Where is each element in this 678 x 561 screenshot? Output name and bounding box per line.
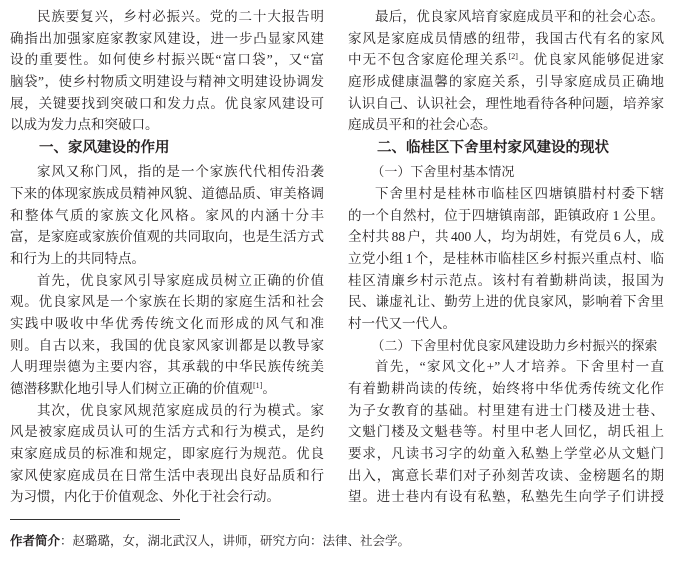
- text-line: 下舍里村是桂林市临桂区四塘镇腊村村委下辖: [375, 185, 664, 201]
- text-line: 庭成员平和的社会心态。: [348, 117, 497, 133]
- text-line: 束家庭成员的标准和规定，即家庭行为规范。优良: [10, 446, 324, 462]
- section-heading: 一、家风建设的作用: [39, 140, 170, 157]
- text-line: [348, 49, 664, 71]
- paragraph: [348, 356, 664, 508]
- paragraph: [10, 161, 324, 269]
- paragraph: [10, 400, 324, 508]
- text-line: 确指出加强家庭家教家风建设，进一步凸显家风建: [10, 30, 324, 46]
- text-segment: 。: [262, 381, 276, 396]
- text-line: 和行为上的共同特点。: [10, 250, 145, 266]
- paragraph: [348, 183, 664, 335]
- text-line: 民族要复兴，乡村必振兴。党的二十大报告明: [37, 9, 324, 24]
- text-line: 桂区清廉乡村示范点。该村有着勤耕尚读，报国为: [348, 272, 664, 288]
- text-line: 首先，“家风文化+”人才培养。下舍里村一直: [375, 359, 664, 375]
- text-line: 人明理崇德为主要内容，其承载的中华民族传统美: [10, 359, 324, 375]
- text-line: 村一代又一代人。: [348, 315, 456, 331]
- text-line: 展，关键要找到突破口和发力点。优良家风建设可: [10, 95, 324, 111]
- text-line: 有着勤耕尚读的传统，始终将中华优秀传统文化作: [348, 381, 664, 396]
- text-line: 家风又称门风，指的是一个家族代代相传沿袭: [37, 164, 324, 180]
- text-line: 的一个自然村，位于四塘镇南部，距镇政府 1 公里。: [348, 207, 664, 223]
- text-line: 其次，优良家风规范家庭成员的行为模式。家: [37, 402, 324, 418]
- text-line: 首先，优良家风引导家庭成员树立正确的价值: [37, 272, 324, 288]
- text-line: 文魁门楼及文魁巷等。村里中老人回忆，胡氏祖上: [348, 424, 664, 440]
- citation-marker: [1]: [253, 381, 263, 390]
- paragraph: [10, 6, 324, 136]
- text-line: 风是被家庭成员认可的生活方式和行为模式，是约: [10, 424, 324, 440]
- text-line: 以成为发力点和突破口。: [10, 117, 159, 133]
- author-note-text: ：赵璐璐，女，湖北武汉人，讲师，研究方向：法律、社会学。: [60, 534, 411, 548]
- text-line: 下来的体现家族成员精神风貌、道德品质、审美格调: [10, 185, 324, 201]
- text-line: 为子女教育的基础。村里建有进士门楼及进士巷、: [348, 402, 664, 418]
- text-line: 脑袋”，使乡村物质文明建设与精神文明建设协调发: [10, 74, 324, 90]
- text-line: 家风使家庭成员在日常生活中表现出良好品质和行: [10, 467, 324, 483]
- author-note: [10, 532, 410, 550]
- subsection-heading: （一）下舍里村基本情况: [371, 164, 515, 180]
- text-line: 认识自己、认识社会，理性地看待各种问题，培养家: [348, 95, 664, 111]
- text-line: [10, 378, 324, 400]
- text-line: 观。优良家风是一个家族在长期的家庭生活和社会: [10, 294, 324, 310]
- text-line: 最后，优良家风培育家庭成员平和的社会心态。: [375, 9, 664, 24]
- text-line: 家风是家庭成员情感的纽带，我国古代有名的家风: [348, 30, 664, 46]
- text-segment: 中无不包含家庭伦理关系: [348, 52, 509, 68]
- citation-marker: [2]: [508, 52, 518, 62]
- footnote-divider: [10, 519, 180, 520]
- text-line: 富，是家庭或家族价值观的共同取向，也是生活方式: [10, 229, 324, 245]
- text-line: 则。自古以来，我国的优良家风家训都是以教导家: [10, 337, 324, 353]
- text-line: 出入，寓意长辈们对子孙刻苦攻读、金榜题名的期: [348, 467, 664, 483]
- right-column: [348, 6, 664, 508]
- section-heading: 二、临桂区下舍里村家风建设的现状: [377, 140, 609, 157]
- text-segment: 。优良家风能够促进家: [517, 52, 665, 68]
- text-line: 望。进士巷内有设有私塾，私塾先生向学子们讲授: [348, 489, 664, 505]
- text-line: 民、谦虚礼让、勤劳上进的优良家风，影响着下舍里: [348, 294, 664, 310]
- left-column: [10, 6, 324, 508]
- text-line: 全村共 88 户，共 400 人，均为胡姓，有党员 6 人，成: [348, 229, 664, 245]
- text-line: 和整体气质的家族文化风格。家风的内涵十分丰: [10, 207, 324, 223]
- text-line: 庭形成健康温馨的家庭关系，引导家庭成员正确地: [348, 74, 664, 90]
- text-line: 设的重要性。如何使乡村振兴既“富口袋”，又“富: [10, 52, 324, 68]
- subsection-heading: （二）下舍里村优良家风建设助力乡村振兴的探索: [371, 337, 658, 353]
- text-line: 实践中吸收中华优秀传统文化而形成的风气和准: [10, 315, 324, 331]
- author-note-label: 作者简介: [10, 533, 61, 548]
- paragraph: [348, 6, 664, 136]
- text-line: 要求，凡读书习字的幼童入私塾上学堂必从文魁门: [348, 446, 664, 462]
- text-segment: 德潜移默化地引导人们树立正确的价值观: [10, 381, 253, 396]
- text-line: 立党小组 1 个，是桂林市临桂区乡村振兴重点村、临: [348, 250, 664, 266]
- paragraph: [10, 270, 324, 400]
- text-line: 为习惯，内化于价值观念、外化于社会行动。: [10, 489, 280, 505]
